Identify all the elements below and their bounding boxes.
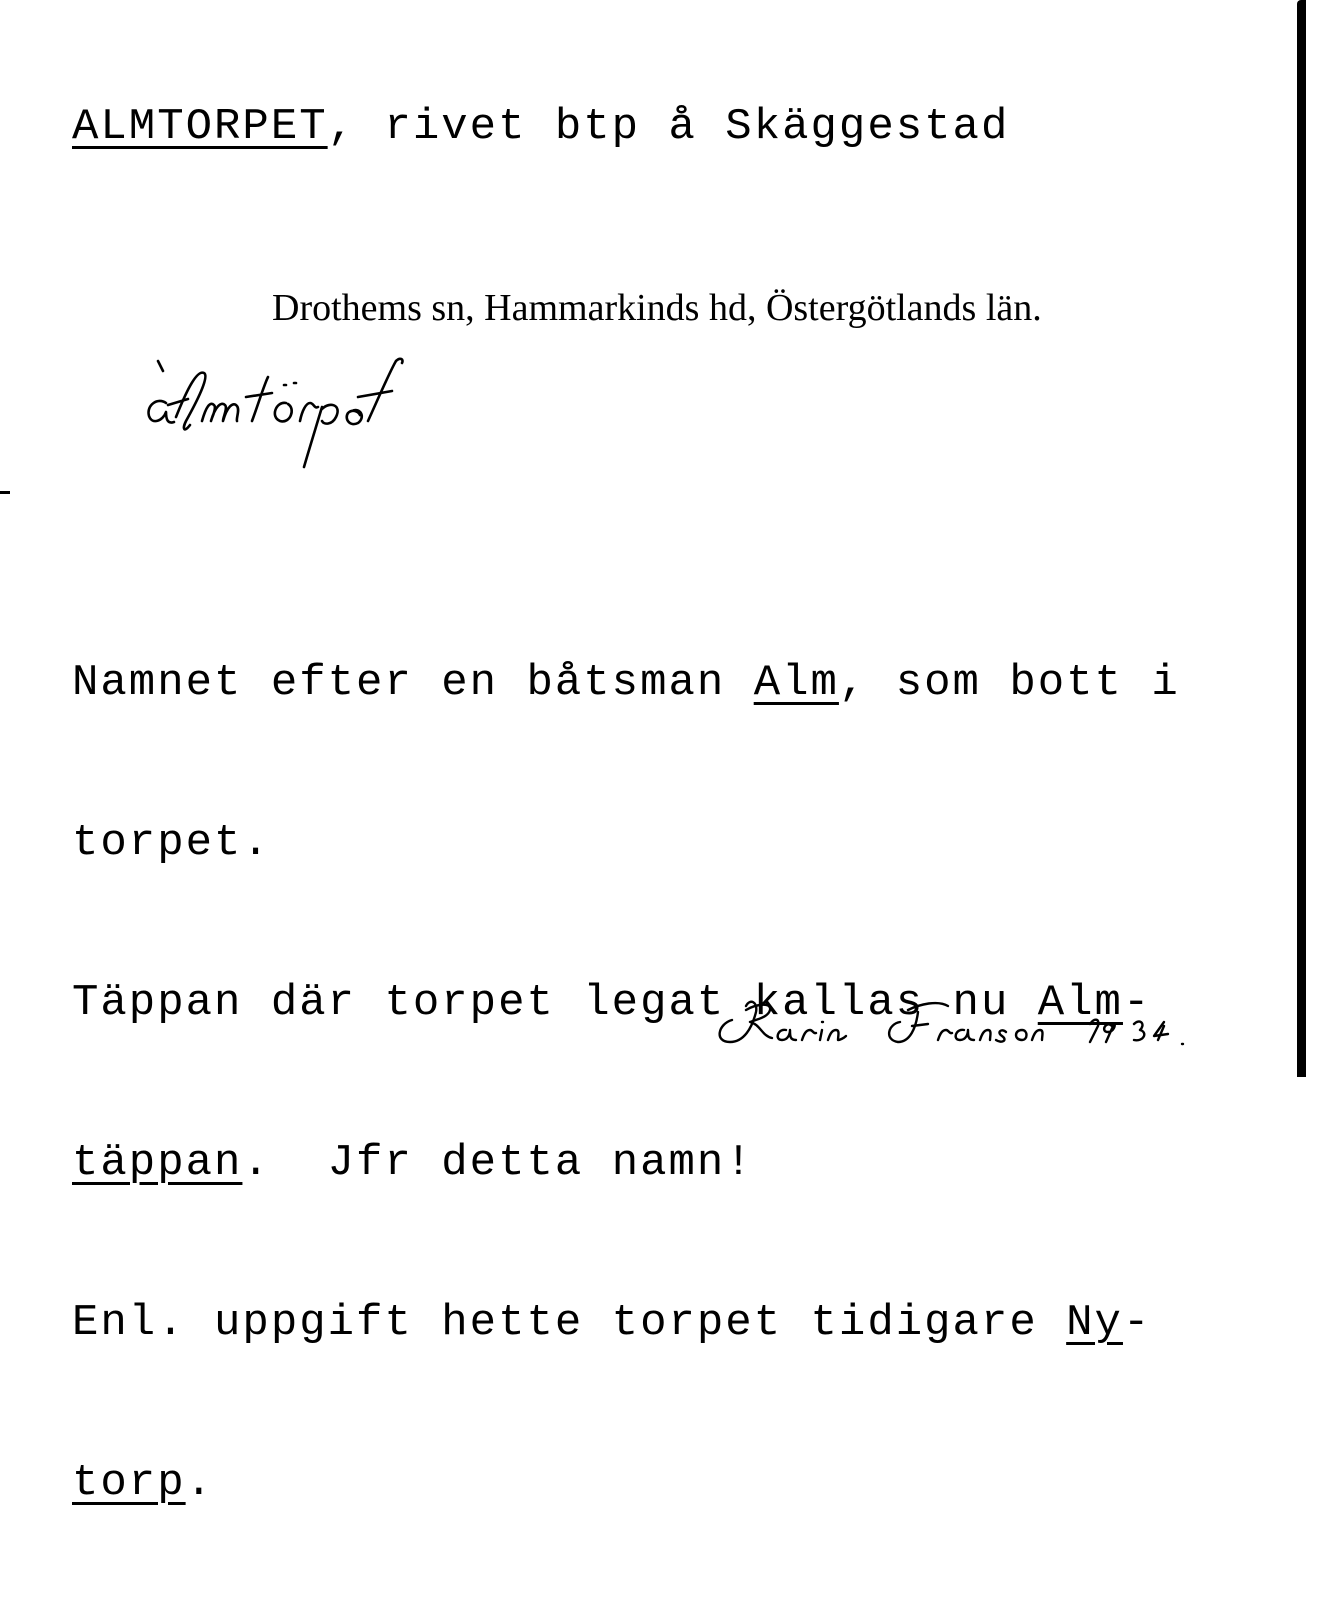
name-part-torp: torp	[72, 1458, 186, 1508]
place-name-heading	[72, 100, 1009, 154]
collector-signature	[712, 990, 1222, 1060]
note-line-6	[72, 1456, 1180, 1508]
note-text-run: . Jfr detta namn!	[242, 1138, 754, 1188]
note-text-run: Enl. uppgift hette torpet tidigare	[72, 1298, 1067, 1348]
note-text-run: -	[1122, 1298, 1152, 1348]
note-line-2: torpet.	[72, 818, 271, 868]
handwritten-pronunciation	[140, 355, 570, 475]
name-part-alm: Alm	[1037, 978, 1123, 1028]
parish-location: Drothems sn, Hammarkinds hd, Östergötlands län.	[272, 287, 1042, 329]
note-line-5	[72, 1296, 1180, 1348]
signature-text: Karin Franson 1934.	[712, 1059, 721, 1060]
surname-alm: Alm	[753, 658, 839, 708]
note-line-1	[72, 656, 1180, 708]
note-text-run: Täppan där torpet legat kallas nu	[72, 978, 1038, 1028]
card-edge-shadow	[1297, 0, 1306, 1077]
note-text-run: -	[1122, 978, 1152, 1028]
note-text-run: Namnet efter en båtsman	[72, 658, 754, 708]
pronunciation-text: åłmtörpət	[140, 473, 144, 474]
name-part-ny: Ny	[1066, 1298, 1123, 1348]
place-name: ALMTORPET	[72, 102, 328, 152]
place-description: , rivet btp å Skäggestad	[327, 102, 1010, 152]
note-text	[72, 548, 1180, 1616]
name-part-tappan: täppan	[72, 1138, 243, 1188]
note-text-run: .	[185, 1458, 215, 1508]
card-edge-mark	[0, 491, 10, 494]
note-text-run: , som bott i	[838, 658, 1180, 708]
note-line-4	[72, 1136, 1180, 1188]
